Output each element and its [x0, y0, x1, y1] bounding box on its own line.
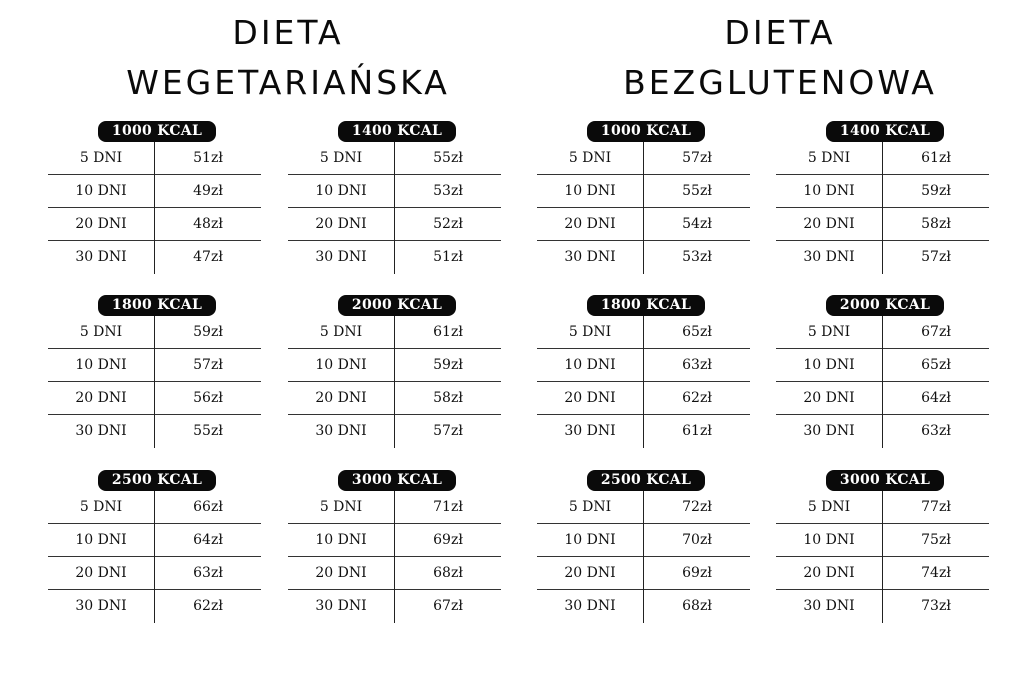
price-table	[288, 295, 501, 455]
duration-label: 10 DNI	[803, 532, 855, 548]
price-value: 63zł	[682, 357, 712, 373]
duration-label: 5 DNI	[807, 150, 851, 166]
kcal-badge: 1000 KCAL	[587, 121, 705, 142]
kcal-badge: 1400 KCAL	[826, 121, 944, 142]
duration-label: 30 DNI	[75, 598, 127, 614]
kcal-badge: 2500 KCAL	[587, 470, 705, 491]
price-value: 68zł	[682, 598, 712, 614]
price-value: 59zł	[193, 324, 223, 340]
duration-label: 30 DNI	[75, 423, 127, 439]
duration-label: 10 DNI	[803, 357, 855, 373]
price-value: 61zł	[921, 150, 951, 166]
duration-label: 5 DNI	[79, 499, 123, 515]
duration-label: 5 DNI	[319, 150, 363, 166]
column-divider	[643, 142, 644, 274]
duration-label: 5 DNI	[568, 324, 612, 340]
column-divider	[154, 316, 155, 448]
duration-label: 20 DNI	[564, 390, 616, 406]
duration-label: 10 DNI	[564, 183, 616, 199]
duration-label: 30 DNI	[564, 598, 616, 614]
price-value: 75zł	[921, 532, 951, 548]
kcal-badge: 2000 KCAL	[338, 295, 456, 316]
duration-label: 5 DNI	[79, 324, 123, 340]
price-table	[48, 121, 261, 281]
price-value: 72zł	[682, 499, 712, 515]
duration-label: 10 DNI	[315, 183, 367, 199]
kcal-badge: 1400 KCAL	[338, 121, 456, 142]
duration-label: 10 DNI	[564, 357, 616, 373]
price-value: 62zł	[193, 598, 223, 614]
price-value: 51zł	[433, 249, 463, 265]
price-value: 47zł	[193, 249, 223, 265]
diet-title-line2: WEGETARIAŃSKA	[126, 63, 450, 102]
column-divider	[882, 316, 883, 448]
price-value: 48zł	[193, 216, 223, 232]
price-value: 49zł	[193, 183, 223, 199]
price-value: 68zł	[433, 565, 463, 581]
duration-label: 10 DNI	[315, 357, 367, 373]
price-value: 73zł	[921, 598, 951, 614]
price-value: 56zł	[193, 390, 223, 406]
price-value: 65zł	[921, 357, 951, 373]
duration-label: 20 DNI	[75, 216, 127, 232]
duration-label: 20 DNI	[803, 565, 855, 581]
column-divider	[154, 142, 155, 274]
duration-label: 5 DNI	[568, 150, 612, 166]
price-value: 57zł	[682, 150, 712, 166]
price-value: 52zł	[433, 216, 463, 232]
duration-label: 5 DNI	[319, 324, 363, 340]
column-divider	[643, 491, 644, 623]
price-table	[776, 470, 989, 630]
kcal-badge: 3000 KCAL	[338, 470, 456, 491]
duration-label: 20 DNI	[75, 390, 127, 406]
column-divider	[394, 142, 395, 274]
duration-label: 30 DNI	[564, 249, 616, 265]
price-value: 57zł	[921, 249, 951, 265]
price-value: 63zł	[193, 565, 223, 581]
column-divider	[394, 316, 395, 448]
kcal-badge: 1800 KCAL	[587, 295, 705, 316]
price-value: 67zł	[921, 324, 951, 340]
duration-label: 10 DNI	[75, 532, 127, 548]
kcal-badge: 2000 KCAL	[826, 295, 944, 316]
price-table	[537, 121, 750, 281]
price-value: 55zł	[682, 183, 712, 199]
duration-label: 5 DNI	[568, 499, 612, 515]
diet-title-line1: DIETA	[724, 13, 836, 52]
duration-label: 30 DNI	[315, 423, 367, 439]
diet-title-gluten-free	[570, 8, 990, 108]
duration-label: 10 DNI	[564, 532, 616, 548]
price-value: 51zł	[193, 150, 223, 166]
price-value: 64zł	[921, 390, 951, 406]
duration-label: 20 DNI	[315, 216, 367, 232]
price-value: 66zł	[193, 499, 223, 515]
duration-label: 10 DNI	[315, 532, 367, 548]
price-value: 55zł	[193, 423, 223, 439]
price-value: 58zł	[433, 390, 463, 406]
kcal-badge: 1800 KCAL	[98, 295, 216, 316]
kcal-badge: 2500 KCAL	[98, 470, 216, 491]
price-value: 54zł	[682, 216, 712, 232]
price-value: 59zł	[433, 357, 463, 373]
column-divider	[154, 491, 155, 623]
price-value: 74zł	[921, 565, 951, 581]
price-value: 69zł	[682, 565, 712, 581]
price-table	[537, 470, 750, 630]
duration-label: 5 DNI	[79, 150, 123, 166]
duration-label: 10 DNI	[803, 183, 855, 199]
duration-label: 30 DNI	[564, 423, 616, 439]
duration-label: 20 DNI	[803, 390, 855, 406]
duration-label: 10 DNI	[75, 183, 127, 199]
duration-label: 10 DNI	[75, 357, 127, 373]
price-value: 53zł	[433, 183, 463, 199]
duration-label: 30 DNI	[315, 249, 367, 265]
column-divider	[394, 491, 395, 623]
price-value: 77zł	[921, 499, 951, 515]
price-table	[776, 121, 989, 281]
price-value: 61zł	[682, 423, 712, 439]
price-table	[48, 470, 261, 630]
price-value: 69zł	[433, 532, 463, 548]
price-table	[776, 295, 989, 455]
price-table	[537, 295, 750, 455]
column-divider	[643, 316, 644, 448]
duration-label: 20 DNI	[564, 216, 616, 232]
duration-label: 20 DNI	[315, 565, 367, 581]
price-value: 64zł	[193, 532, 223, 548]
column-divider	[882, 142, 883, 274]
duration-label: 30 DNI	[803, 423, 855, 439]
duration-label: 20 DNI	[315, 390, 367, 406]
price-value: 59zł	[921, 183, 951, 199]
duration-label: 20 DNI	[564, 565, 616, 581]
kcal-badge: 1000 KCAL	[98, 121, 216, 142]
duration-label: 20 DNI	[75, 565, 127, 581]
price-value: 58zł	[921, 216, 951, 232]
price-value: 62zł	[682, 390, 712, 406]
price-table	[48, 295, 261, 455]
price-value: 65zł	[682, 324, 712, 340]
duration-label: 30 DNI	[75, 249, 127, 265]
price-value: 61zł	[433, 324, 463, 340]
duration-label: 20 DNI	[803, 216, 855, 232]
duration-label: 30 DNI	[803, 598, 855, 614]
diet-title-line1: DIETA	[232, 13, 344, 52]
price-value: 53zł	[682, 249, 712, 265]
column-divider	[882, 491, 883, 623]
duration-label: 30 DNI	[315, 598, 367, 614]
price-value: 63zł	[921, 423, 951, 439]
price-table	[288, 121, 501, 281]
diet-title-vegetarian	[78, 8, 498, 108]
duration-label: 5 DNI	[807, 324, 851, 340]
price-value: 57zł	[433, 423, 463, 439]
diet-title-line2: BEZGLUTENOWA	[623, 63, 937, 102]
duration-label: 5 DNI	[319, 499, 363, 515]
price-value: 55zł	[433, 150, 463, 166]
price-table	[288, 470, 501, 630]
kcal-badge: 3000 KCAL	[826, 470, 944, 491]
price-value: 57zł	[193, 357, 223, 373]
duration-label: 30 DNI	[803, 249, 855, 265]
price-value: 67zł	[433, 598, 463, 614]
price-value: 71zł	[433, 499, 463, 515]
price-value: 70zł	[682, 532, 712, 548]
duration-label: 5 DNI	[807, 499, 851, 515]
